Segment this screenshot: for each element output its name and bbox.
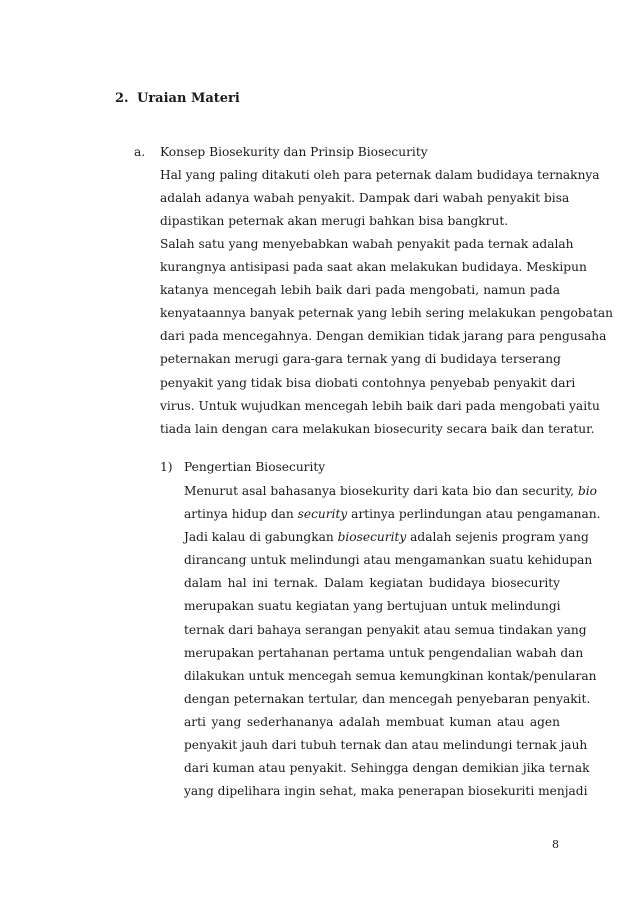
paragraph-2 <box>160 233 613 441</box>
paragraph-line: kurangnya antisipasi pada saat akan melakukan budidaya. Meskipun <box>160 260 587 275</box>
paragraph-line: merupakan pertahanan pertama untuk pengendalian wabah dan <box>184 645 584 660</box>
paragraph-line: Salah satu yang menyebabkan wabah penyakit pada ternak adalah <box>160 237 574 251</box>
paragraph-line: adalah adanya wabah penyakit. Dampak dari wabah penyakit bisa <box>160 191 570 206</box>
paragraph-line: merupakan suatu kegiatan yang bertujuan untuk melindungi <box>184 599 561 614</box>
paragraph-line: dari kuman atau penyakit. Sehingga dengan demikian jika ternak <box>184 761 590 776</box>
paragraph-line: dengan peternakan tertular, dan mencegah penyebaran penyakit. <box>184 691 591 706</box>
paragraph-line: dalam hal ini ternak. Dalam kegiatan budidaya biosecurity <box>184 576 560 591</box>
italic-term: biosecurity <box>337 530 407 545</box>
paragraph-line: dari pada mencegahnya. Dengan demikian tidak jarang para pengusaha <box>160 329 607 344</box>
paragraph-line: virus. Untuk wujudkan mencegah lebih baik dari pada mengobati yaitu <box>160 398 600 413</box>
page-number: 8 <box>552 838 559 851</box>
paragraph-line <box>184 503 601 526</box>
text-run: Jadi kalau di gabungkan <box>184 530 334 545</box>
paragraph-line: ternak dari bahaya serangan penyakit atau semua tindakan yang <box>184 622 587 637</box>
section-heading <box>115 91 240 106</box>
section-title: Uraian Materi <box>137 91 240 106</box>
section-number: 2. <box>115 91 129 106</box>
subsection-heading <box>134 145 428 159</box>
text-run: artinya hidup dan <box>184 507 294 522</box>
paragraph-1 <box>160 164 600 233</box>
paragraph-line: peternakan merugi gara-gara ternak yang di budidaya terserang <box>160 352 561 367</box>
list-item-title: Pengertian Biosecurity <box>184 460 326 474</box>
paragraph-line <box>184 526 589 549</box>
italic-term: security <box>297 507 348 522</box>
text-run: adalah sejenis program yang <box>410 530 589 545</box>
paragraph-line: dilakukan untuk mencegah semua kemungkinan kontak/penularan <box>184 668 597 683</box>
subsection-label: a. <box>134 145 146 159</box>
paragraph-3 <box>184 480 601 803</box>
paragraph-line: penyakit yang tidak bisa diobati contohnya penyebab penyakit dari <box>160 375 576 390</box>
italic-term: bio <box>577 484 597 498</box>
paragraph-line: katanya mencegah lebih baik dari pada mengobati, namun pada <box>160 283 560 298</box>
list-item-heading <box>160 460 325 474</box>
text-run: artinya perlindungan atau pengamanan. <box>351 507 601 522</box>
paragraph-line: dipastikan peternak akan merugi bahkan bisa bangkrut. <box>160 214 509 229</box>
paragraph-line: dirancang untuk melindungi atau mengamankan suatu kehidupan <box>184 553 593 568</box>
paragraph-line: yang dipelihara ingin sehat, maka penerapan biosekuriti menjadi <box>184 784 588 799</box>
subsection-title: Konsep Biosekurity dan Prinsip Biosecurity <box>160 145 428 159</box>
paragraph-line: tiada lain dengan cara melakukan biosecurity secara baik dan teratur. <box>160 421 595 436</box>
paragraph-line: kenyataannya banyak peternak yang lebih sering melakukan pengobatan <box>160 306 613 321</box>
paragraph-line: penyakit jauh dari tubuh ternak dan atau melindungi ternak jauh <box>184 738 588 753</box>
paragraph-line: Hal yang paling ditakuti oleh para peternak dalam budidaya ternaknya <box>160 168 600 182</box>
list-item-label: 1) <box>160 460 173 474</box>
text-run: Menurut asal bahasanya biosekurity dari kata bio dan security, <box>184 484 575 498</box>
paragraph-line: arti yang sederhananya adalah membuat kuman atau agen <box>184 714 560 729</box>
paragraph-line <box>184 480 597 503</box>
